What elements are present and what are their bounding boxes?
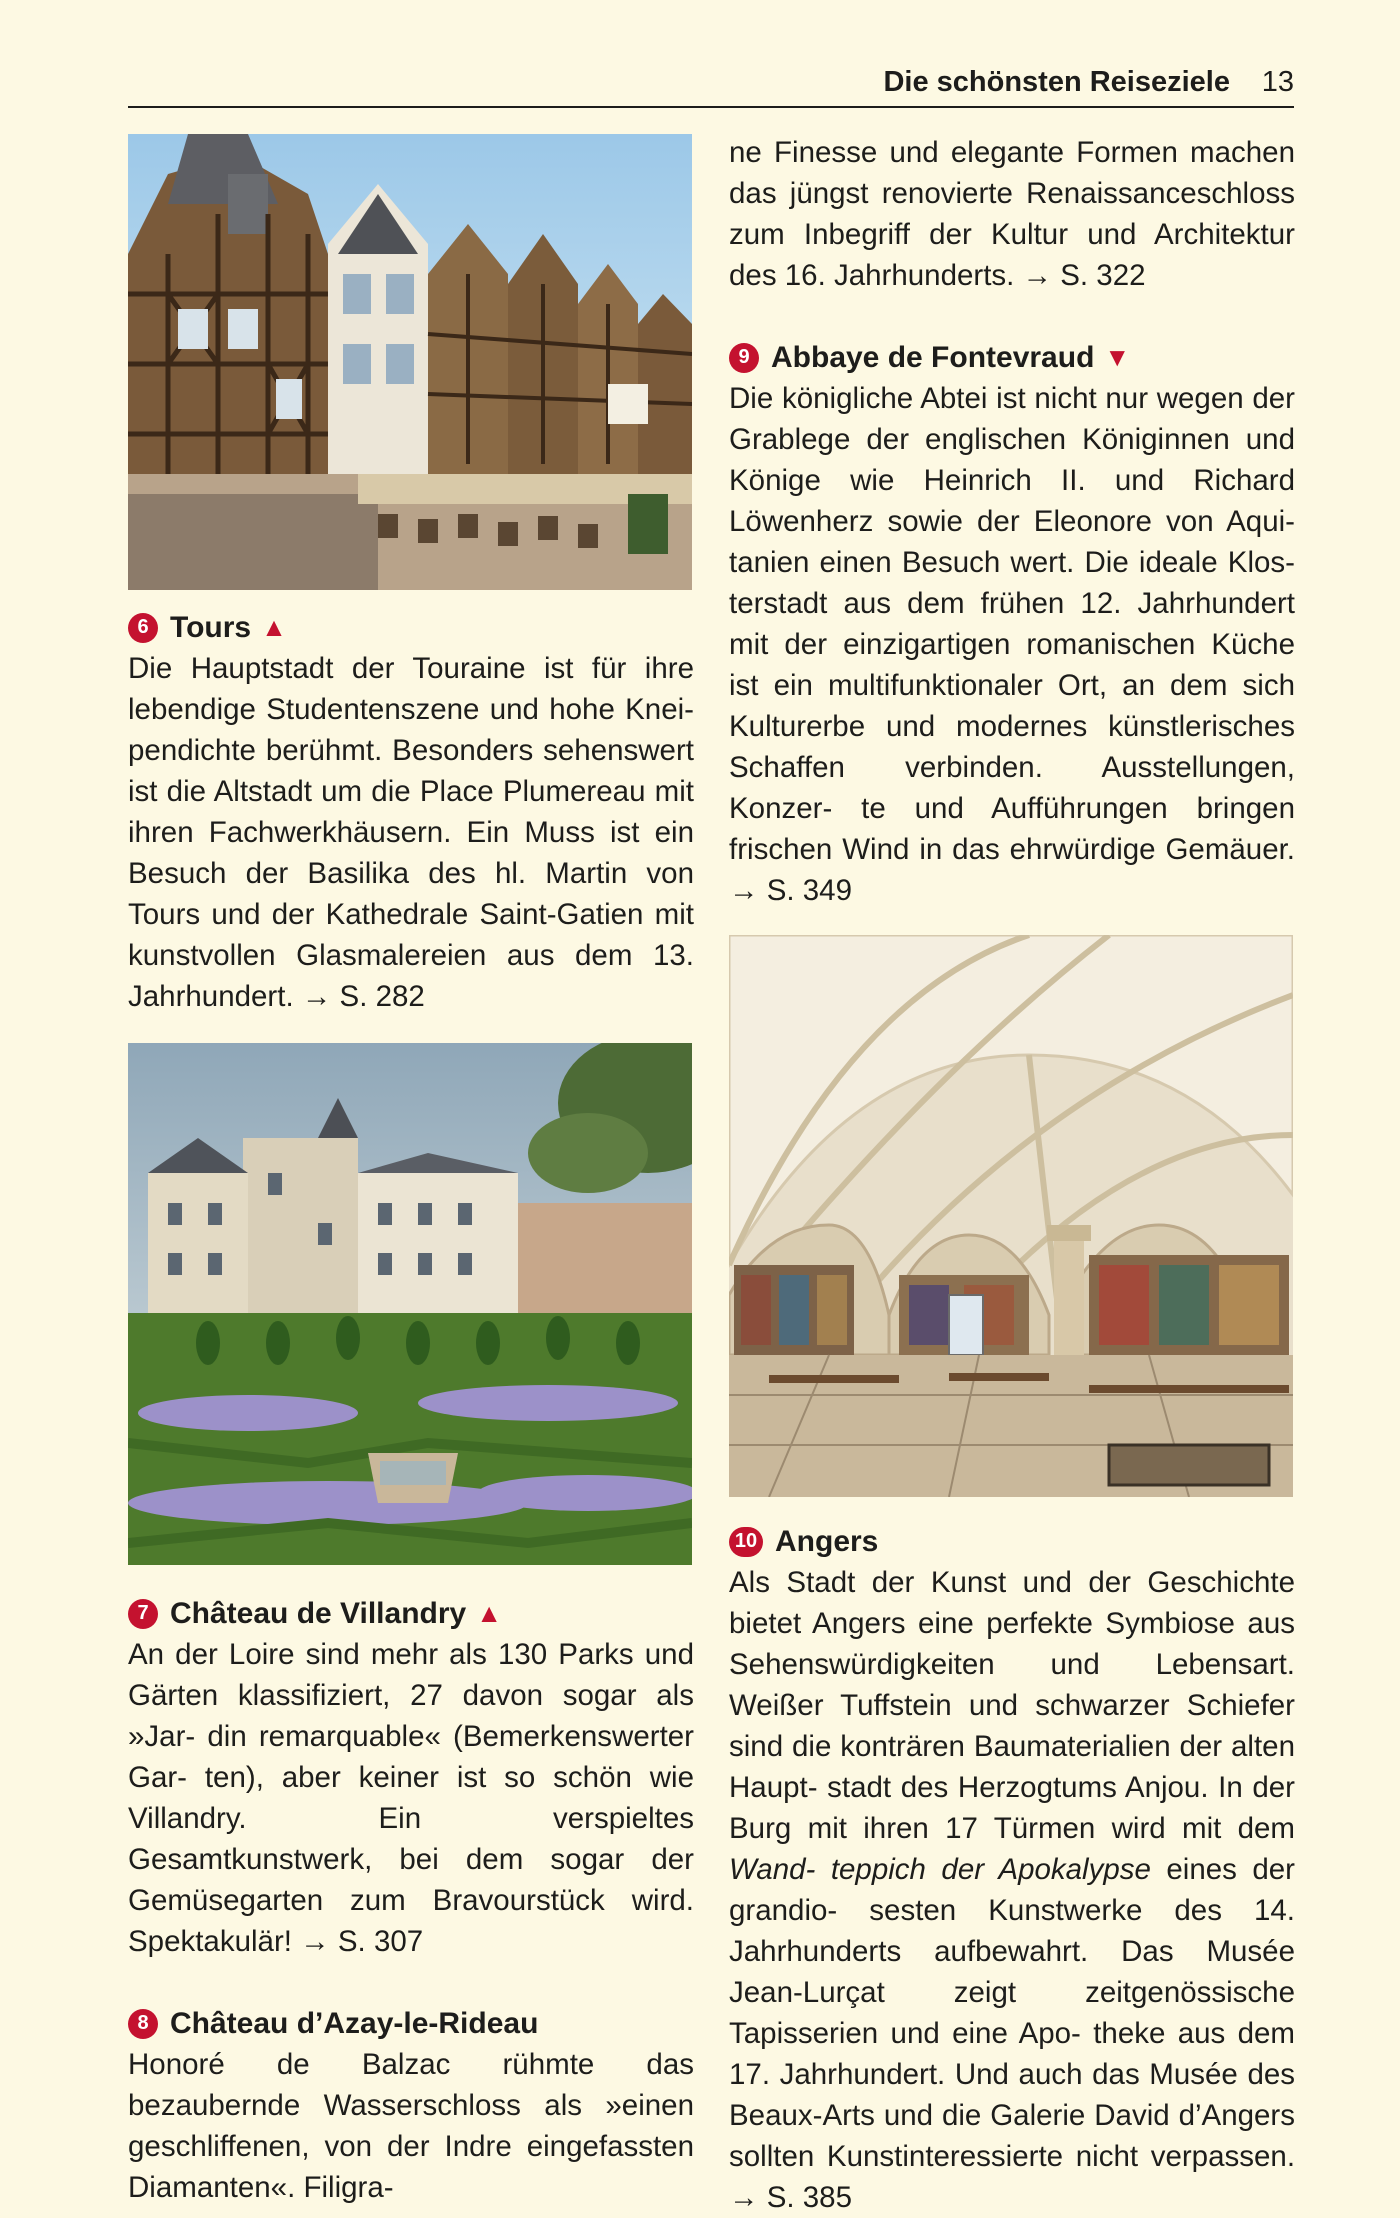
heading-text: Château de Villandry xyxy=(170,1597,467,1630)
down-triangle-icon: ▼ xyxy=(1104,342,1131,372)
number-badge: 7 xyxy=(128,1599,158,1629)
left-column xyxy=(128,134,694,2208)
section-title: Die schönsten Reiseziele xyxy=(883,66,1230,98)
heading-fontevraud xyxy=(729,337,1295,378)
photo-half-timbered-houses-icon xyxy=(128,134,692,590)
heading-text: Château d’Azay-le-Rideau xyxy=(170,2007,539,2040)
photo-tours xyxy=(128,134,692,590)
heading-text: Angers xyxy=(775,1525,879,1558)
heading-text: Abbaye de Fontevraud xyxy=(771,341,1095,374)
text-tours: Die Hauptstadt der Touraine ist für ihre lebendige Studentenszene und hohe Knei- pendichte berühmt. Besonders sehenswert ist die Altstadt um die Place Plumereau mit ihren Fachwerkhäusern. Ein Muss ist ein Besuch der Basilika des hl. Martin von Tours und der Kathedrale Saint-Gatien mit kunstvollen Glasmalereien aus dem 13. Jahrhundert. → S. 282 xyxy=(128,652,694,1013)
photo-villandry xyxy=(128,1043,692,1565)
text-fontevraud: Die königliche Abtei ist nicht nur wegen der Grablege der englischen Königinnen und Könige wie Heinrich II. und Richard Löwenherz sowie der Eleonore von Aqui- tanien einen Besuch wert. Die ideale Klos- terstadt aus dem frühen 12. Jahrhundert mit der einzigartigen romanischen Küche ist ein multifunktionaler Ort, an dem sich Kulturerbe und modernes künstlerisches Schaffen verbinden. Ausstellungen, Konzer- te und Aufführungen bringen frischen Wind in das ehrwürdige Gemäuer. → S. 349 xyxy=(729,382,1296,907)
number-badge: 9 xyxy=(729,343,759,373)
number-badge: 6 xyxy=(128,613,158,643)
heading-villandry xyxy=(128,1593,694,1634)
up-triangle-icon: ▲ xyxy=(476,1598,502,1628)
text-azay: Honoré de Balzac rühmte das bezaubernde Wasserschloss als »einen geschliffenen, von der Indre eingefassten Diamanten«. Filigra- xyxy=(128,2048,694,2204)
page-number: 13 xyxy=(1261,66,1294,98)
heading-azay xyxy=(128,2003,694,2044)
up-triangle-icon: ▲ xyxy=(261,612,287,642)
photo-vaulted-hall-icon xyxy=(729,935,1293,1497)
photo-fontevraud xyxy=(729,935,1293,1497)
heading-text: Tours xyxy=(170,611,252,644)
heading-angers xyxy=(729,1521,1295,1562)
heading-tours xyxy=(128,607,694,648)
right-column xyxy=(729,132,1295,2218)
text-angers: Als Stadt der Kunst und der Geschichte bietet Angers eine perfekte Symbiose aus Sehenswürdigkeiten und Lebensart. Weißer Tuffstein und schwarzer Schiefer sind die konträren Baumaterialien der alten Haupt- stadt des Herzogtums Anjou. In der Burg mit ihren 17 Türmen wird mit dem Wand- teppich der Apokalypse eines der grandio- sesten Kunstwerke des 14. Jahrhunderts aufbewahrt. Das Musée Jean-Lurçat zeigt zeitgenössische Tapisserien und eine Apo- theke aus dem 17. Jahrhundert. Und auch das Musée des Beaux-Arts und die Galerie David d’Angers sollten Kunstinteressierte nicht verpassen. → S. 385 xyxy=(729,1566,1296,2214)
number-badge: 8 xyxy=(128,2009,158,2039)
text-azay-continued: ne Finesse und elegante Formen machen das jüngst renovierte Renaissanceschloss zum Inbegriff der Kultur und Architektur des 16. Jahrhunderts. → S. 322 xyxy=(729,136,1295,292)
text-villandry: An der Loire sind mehr als 130 Parks und Gärten klassifiziert, 27 davon sogar als »Jar- din remarquable« (Bemerkenswerter Gar- ten), aber keiner ist so schön wie Villandry. Ein verspieltes Gesamtkunstwerk, bei dem sogar der Gemüsegarten zum Bravourstück wird. Spektakulär! → S. 307 xyxy=(128,1638,695,1958)
number-badge: 10 xyxy=(729,1527,763,1557)
photo-chateau-garden-icon xyxy=(128,1043,692,1565)
running-header xyxy=(128,62,1294,108)
